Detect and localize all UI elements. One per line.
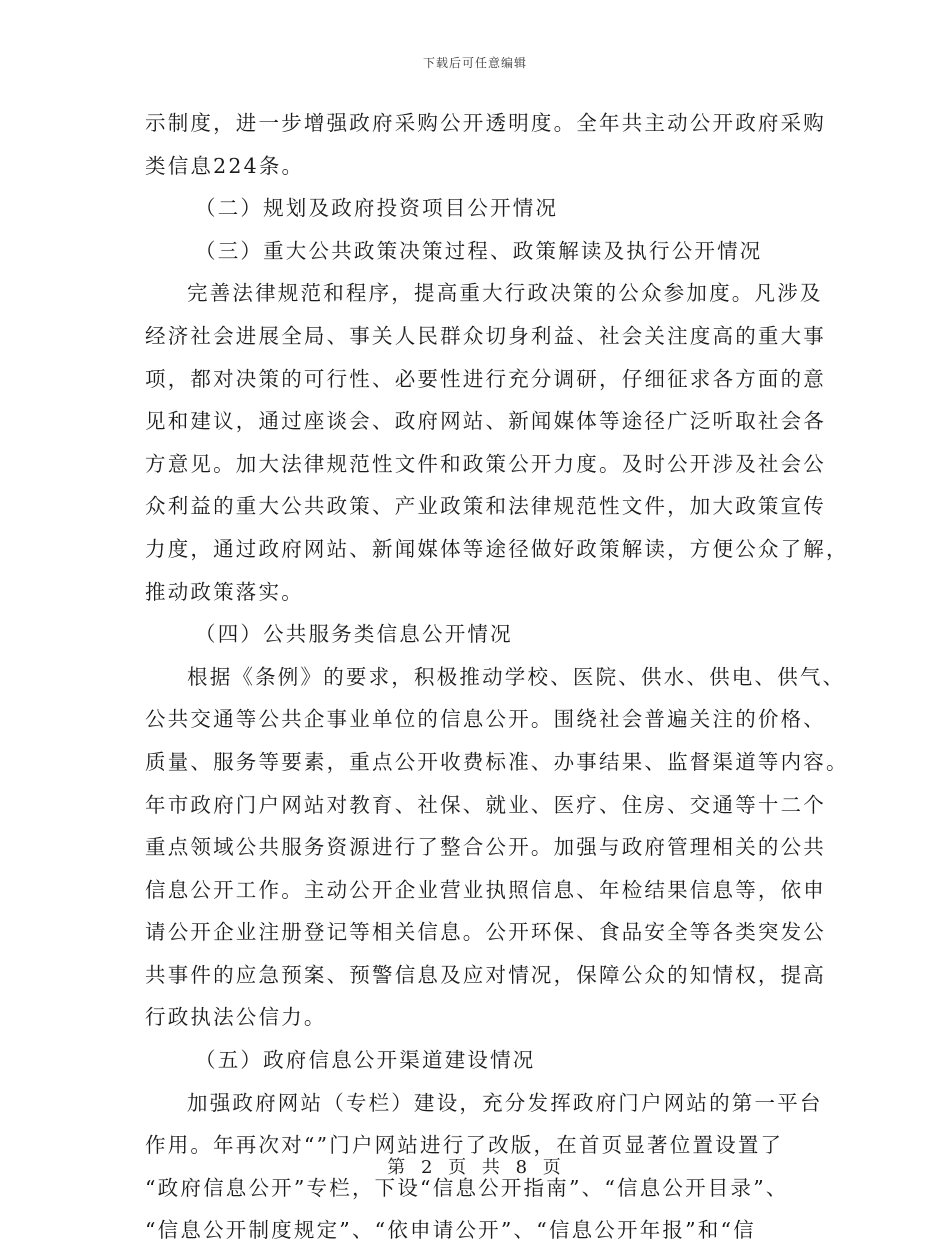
page-footer: [0, 1153, 950, 1179]
text-line: 行政执法公信力。: [145, 1005, 327, 1030]
text-line: （二）规划及政府投资项目公开情况: [195, 196, 559, 221]
text-line: “信息公开制度规定”、“依申请公开”、“信息公开年报”和“信: [145, 1218, 756, 1243]
text-line: 作用。年再次对“”门户网站进行了改版，在首页显著位置设置了: [145, 1133, 784, 1158]
document-body: [145, 102, 849, 1252]
text-line: 类信息224条。: [145, 153, 305, 178]
text-line: 众利益的重大公共政策、产业政策和法律规范性文件，加大政策宣传: [145, 494, 826, 519]
footer-page-word: 页: [448, 1157, 469, 1178]
text-line: （五）政府信息公开渠道建设情况: [195, 1048, 536, 1073]
text-line: “政府信息公开”专栏，下设“信息公开指南”、“信息公开目录”、: [145, 1175, 789, 1200]
text-line: 重点领域公共服务资源进行了整合公开。加强与政府管理相关的公共: [145, 835, 826, 860]
text-line: 信息公开工作。主动公开企业营业执照信息、年检结果信息等，依申: [145, 877, 826, 902]
text-line: 共事件的应急预案、预警信息及应对情况，保障公众的知情权，提高: [145, 962, 826, 987]
footer-suffix: 页: [542, 1157, 563, 1178]
text-line: 推动政策落实。: [145, 579, 304, 604]
footer-prefix: 第: [387, 1157, 408, 1178]
text-line: 请公开企业注册登记等相关信息。公开环保、食品安全等各类突发公: [145, 920, 826, 945]
text-line: 根据《条例》的要求，积极推动学校、医院、供水、供电、供气、: [187, 664, 846, 689]
text-line: 经济社会进展全局、事关人民群众切身利益、社会关注度高的重大事: [145, 323, 826, 348]
text-line: 示制度，进一步增强政府采购公开透明度。全年共主动公开政府采购: [145, 111, 826, 135]
text-line: 力度，通过政府网站、新闻媒体等途径做好政策解读，方便公众了解，: [145, 536, 849, 561]
text-line: 方意见。加大法律规范性文件和政策公开力度。及时公开涉及社会公: [145, 451, 826, 476]
footer-current-page: 2: [420, 1157, 435, 1178]
text-line: 项，都对决策的可行性、必要性进行充分调研，仔细征求各方面的意: [145, 366, 826, 391]
text-line: 公共交通等公共企事业单位的信息公开。围绕社会普遍关注的价格、: [145, 707, 826, 732]
page-header-note: 下载后可任意编辑: [422, 56, 527, 70]
text-line: 加强政府网站（专栏）建设，充分发挥政府门户网站的第一平台: [187, 1090, 823, 1115]
text-line: 完善法律规范和程序，提高重大行政决策的公众参加度。凡涉及: [187, 281, 823, 306]
footer-total-word: 共: [481, 1157, 502, 1178]
text-line: 年市政府门户网站对教育、社保、就业、医疗、住房、交通等十二个: [145, 792, 826, 817]
footer-total-pages: 8: [515, 1157, 530, 1178]
text-line: （三）重大公共政策决策过程、政策解读及执行公开情况: [195, 238, 763, 263]
text-line: 见和建议，通过座谈会、政府网站、新闻媒体等途径广泛听取社会各: [145, 409, 826, 434]
text-line: （四）公共服务类信息公开情况: [195, 622, 513, 647]
text-line: 质量、服务等要素，重点公开收费标准、办事结果、监督渠道等内容。: [145, 749, 849, 774]
